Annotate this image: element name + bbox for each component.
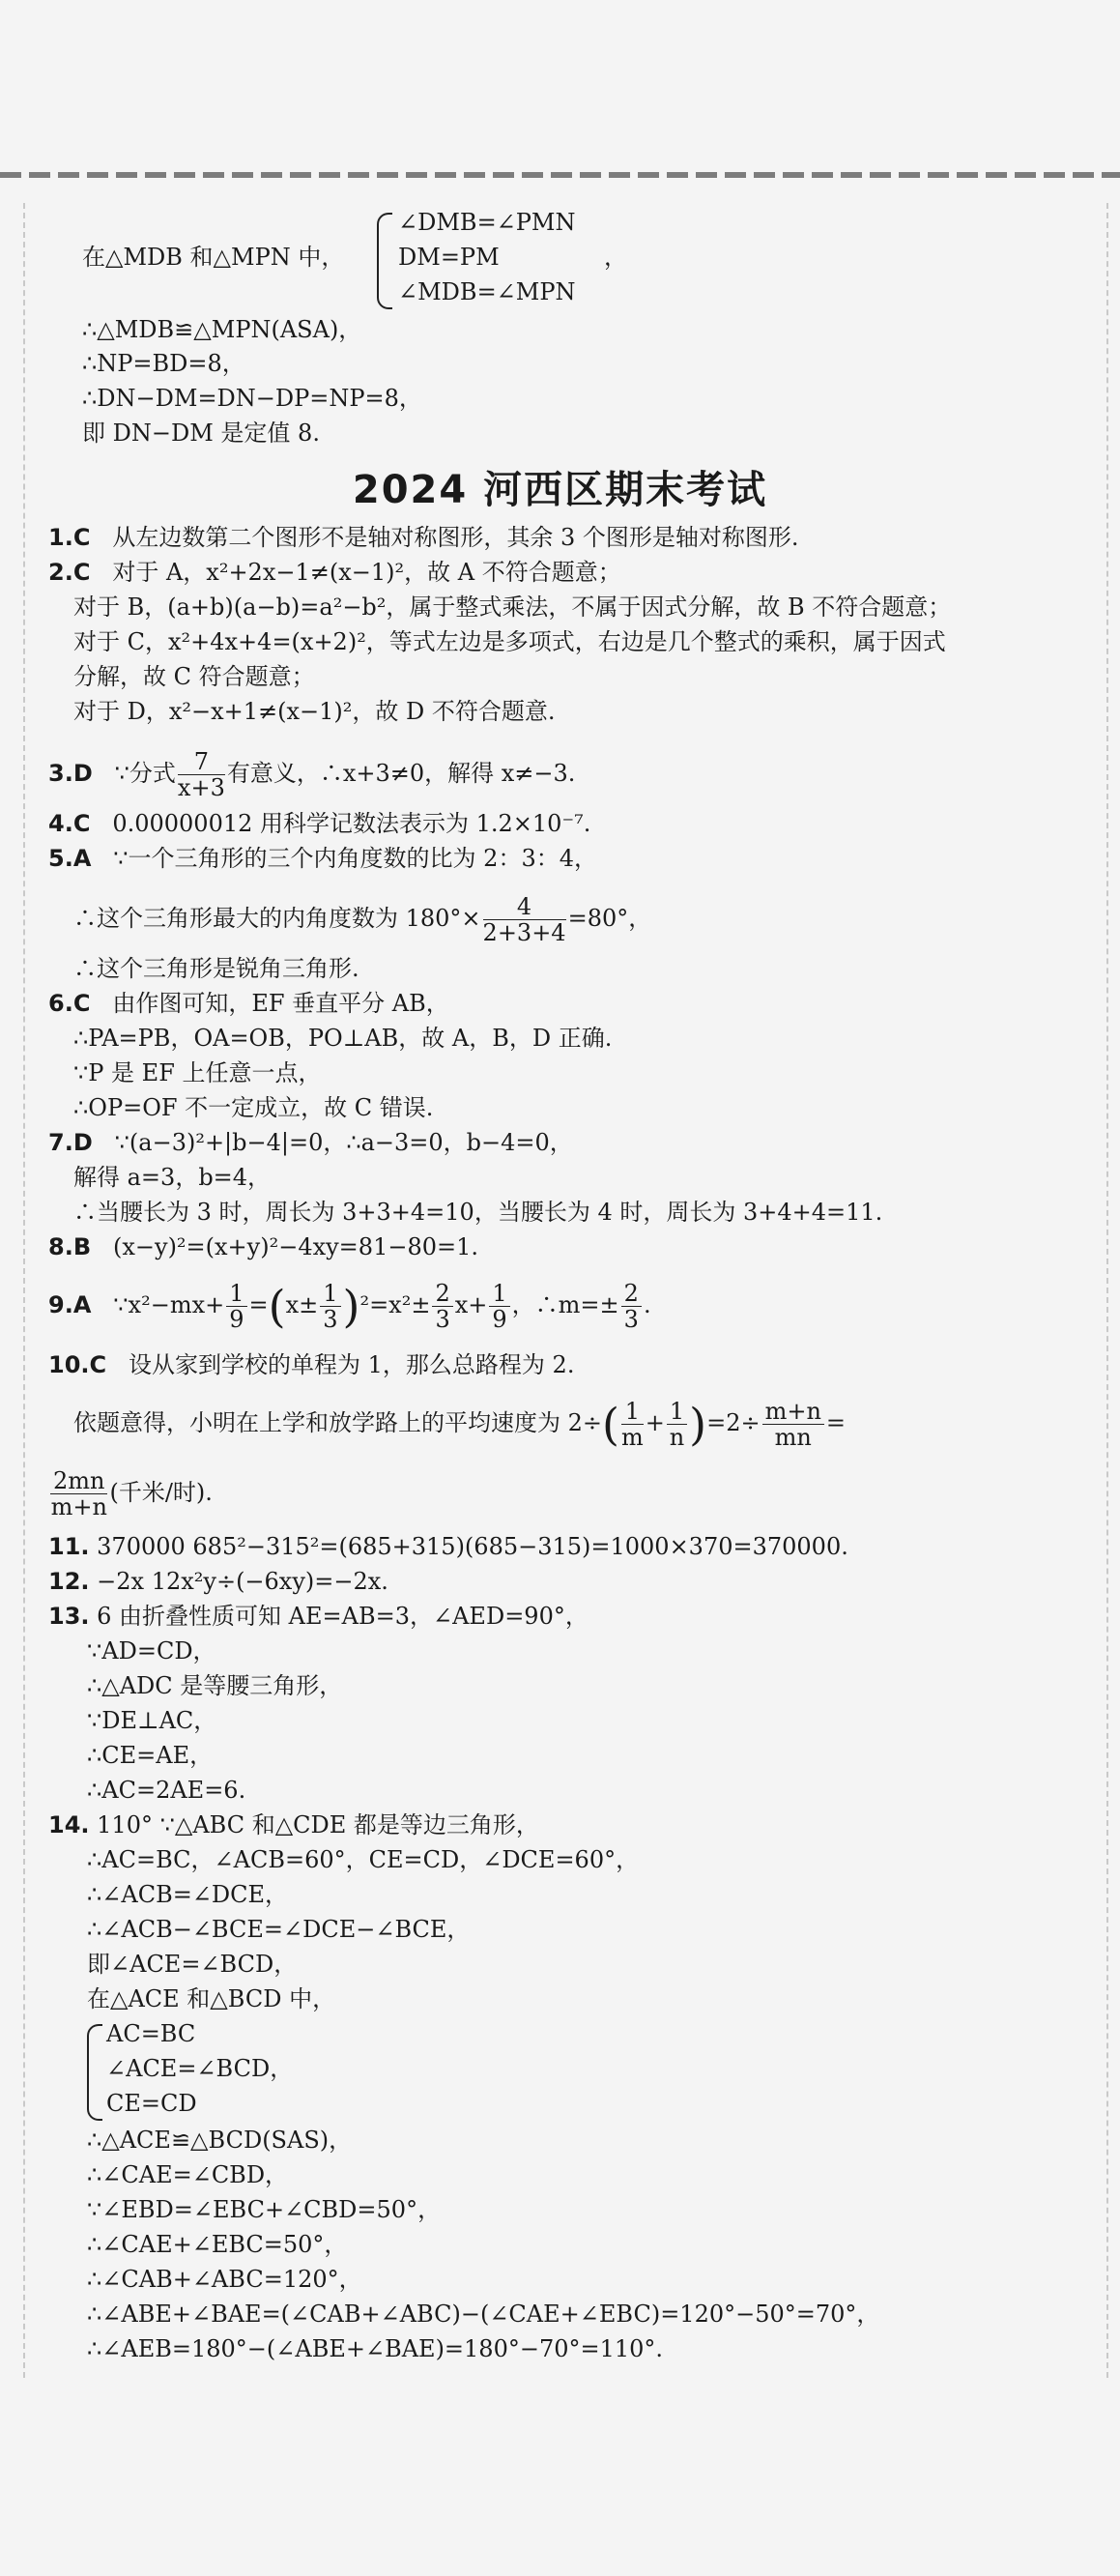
answer-text: ∴∠ABE+∠BAE=(∠CAB+∠ABC)−(∠CAE+∠EBC)=120°−50°=70°， [87,2301,880,2328]
numerator: 7 [178,749,225,775]
denominator: mn [774,1424,812,1451]
proof-line: 即 DN−DM 是定值 8. [82,420,320,447]
answer-text: ∴OP=OF 不一定成立，故 C 错误. [73,1094,434,1121]
left-paren: ( [268,1280,286,1333]
answer-text: 设从家到学校的单程为 1，那么总路程为 2. [129,1351,575,1378]
answer-text: 对于 C，x²+4x+4=(x+2)²，等式左边是多项式，右边是几个整式的乘积，属于因式 [73,628,946,655]
question-number: 5.A [48,845,92,872]
denominator: x+3 [177,774,225,801]
brace-shape [377,213,392,309]
answer-line [48,1465,213,1520]
question-number: 4.C [48,810,91,837]
top-dashed-rule [0,172,1120,178]
fraction [320,1281,340,1332]
answer-line [48,808,590,839]
answer-line [48,746,575,800]
numerator: 2 [432,1281,452,1307]
brace-line: DM=PM [398,244,500,271]
answer-text: ∵分式 [114,760,176,787]
brace-line: ∠ACE=∠BCD， [106,2055,294,2082]
answer-text: = [248,1291,269,1318]
question-number: 8.B [48,1233,92,1260]
answer-text: 即∠ACE=∠BCD， [87,1951,298,1978]
numerator: 1 [320,1281,340,1307]
answer-text: ∴∠AEB=180°−(∠ABE+∠BAE)=180°−70°=110°. [87,2335,664,2362]
answer-line [48,843,597,874]
fraction [178,749,225,800]
right-margin-rule [1106,203,1108,2378]
right-paren: ) [689,1398,707,1451]
answer-line [48,1231,478,1262]
answer-text: 分解，故 C 符合题意； [73,663,315,690]
answer-line [48,522,798,553]
fraction [667,1399,687,1450]
answer-line [48,1566,388,1597]
answer-text: 对于 D，x²−x+1≠(x−1)²，故 D 不符合题意. [73,698,556,725]
answer-text: ∴△ADC 是等腰三角形， [87,1672,343,1699]
answer-line [48,988,449,1019]
answer-text: ∴∠ACB=∠DCE， [87,1881,289,1908]
answer-text: ∴∠ACB−∠BCE=∠DCE−∠BCE， [87,1916,471,1943]
answer-text: ∴这个三角形是锐角三角形. [73,955,359,982]
denominator: 9 [492,1306,507,1333]
answer-text: ∵P 是 EF 上任意一点， [73,1059,322,1086]
fraction [50,1468,107,1520]
denominator: m [620,1424,644,1451]
denominator: 3 [435,1306,450,1333]
proof-line: 在△MDB 和△MPN 中， [82,244,345,271]
denominator: 3 [623,1306,639,1333]
answer-text: . [643,1291,651,1318]
answer-text: 有意义，∴x+3≠0，解得 x≠−3. [226,760,576,787]
answer-line [73,891,651,945]
fraction [621,1399,644,1450]
left-margin-rule [23,203,25,2378]
section-title: 2024 河西区期末考试 [352,468,768,512]
question-number: 14. [48,1811,90,1838]
answer-line [48,1809,539,1840]
answer-text: x+ [454,1291,488,1318]
numerator: 1 [489,1281,509,1307]
answer-text: ∵一个三角形的三个内角度数的比为 2：3：4， [113,845,597,872]
brace-line: CE=CD [106,2090,197,2117]
proof-line: ∴NP=BD=8， [82,350,245,377]
proof-line: ， [604,244,627,271]
answer-text: ，∴m=± [511,1291,619,1318]
answer-text: (千米/时). [109,1479,213,1506]
question-number: 7.D [48,1129,93,1156]
answer-text: −2x 12x²y÷(−6xy)=−2x. [97,1568,388,1595]
answer-text: 由作图可知，EF 垂直平分 AB， [112,990,449,1017]
answer-text: ²=x²± [359,1291,431,1318]
question-number: 9.A [48,1291,92,1318]
numerator: 1 [667,1399,687,1425]
question-number: 10.C [48,1351,107,1378]
answer-text: 6 由折叠性质可知 AE=AB=3，∠AED=90°， [97,1603,589,1630]
answer-text: ∴CE=AE， [87,1742,214,1769]
answer-line [48,1601,589,1632]
numerator: 2 [621,1281,642,1307]
question-number: 1.C [48,524,91,551]
denominator: 2+3+4 [482,919,566,946]
answer-line [48,1127,573,1158]
fraction [489,1281,509,1332]
right-paren: ) [342,1280,360,1333]
answer-text: 对于 B，(a+b)(a−b)=a²−b²，属于整式乘法，不属于因式分解，故 B 不符合题意； [73,593,952,621]
answer-text: =80°， [567,905,652,932]
answer-text: = [825,1409,847,1436]
answer-line [48,1349,574,1380]
answer-text: ∵DE⊥AC， [87,1707,217,1734]
answer-text: ∴当腰长为 3 时，周长为 3+3+4=10，当腰长为 4 时，周长为 3+4+4=11. [73,1199,883,1226]
answer-text: =2÷ [706,1409,761,1436]
proof-line: ∴DN−DM=DN−DP=NP=8， [82,385,422,412]
answer-text: 对于 A，x²+2x−1≠(x−1)²，故 A 不符合题意； [112,559,621,586]
left-paren: ( [602,1398,619,1451]
numerator: 4 [483,894,566,920]
fraction [226,1281,246,1332]
answer-text: ∵x²−mx+ [113,1291,225,1318]
answer-text: 0.00000012 用科学记数法表示为 1.2×10⁻⁷. [112,810,591,837]
denominator: 9 [229,1306,244,1333]
proof-line: ∴△MDB≌△MPN(ASA)， [82,316,362,343]
denominator: m+n [50,1493,107,1520]
answer-text: ∴这个三角形最大的内角度数为 180°× [73,905,481,932]
answer-text: 370000 685²−315²=(685+315)(685−315)=1000×370=370000. [97,1533,848,1560]
brace-line: ∠MDB=∠MPN [398,278,576,305]
fraction [762,1399,824,1450]
answer-text: 在△ACE 和△BCD 中， [87,1985,336,2012]
answer-text: ∴∠CAE=∠CBD， [87,2161,289,2188]
denominator: 3 [323,1306,338,1333]
answer-text: 依题意得，小明在上学和放学路上的平均速度为 2÷ [73,1409,603,1436]
answer-text: ∴∠CAE+∠EBC=50°， [87,2231,348,2258]
question-number: 3.D [48,760,93,787]
answer-line: 依题意得，小明在上学和放学路上的平均速度为 2÷( $\frac{1}{m}$ + $\frac{1}{n}$ )=2÷ $\frac{m+n}{mn}$ = [73,1398,847,1451]
question-number: 12. [48,1568,90,1595]
brace-line: ∠DMB=∠PMN [398,209,576,236]
answer-line [48,557,621,588]
brace-shape [87,2024,102,2121]
answer-line [48,1531,848,1562]
numerator: 1 [226,1281,246,1307]
answer-line [48,1276,651,1336]
answer-text: 从左边数第二个图形不是轴对称图形，其余 3 个图形是轴对称图形. [112,524,799,551]
numerator: 1 [621,1399,644,1425]
question-number: 13. [48,1603,90,1630]
answer-text: ∴AC=BC，∠ACB=60°，CE=CD，∠DCE=60°， [87,1846,640,1873]
answer-text: ∴AC=2AE=6. [87,1777,246,1804]
brace-line: AC=BC [106,2020,196,2047]
answer-text: (x−y)²=(x+y)²−4xy=81−80=1. [113,1233,478,1260]
fraction [621,1281,642,1332]
answer-text: x± [285,1291,319,1318]
fraction [483,894,566,945]
numerator: m+n [762,1399,824,1425]
denominator: n [669,1424,685,1451]
fraction [432,1281,452,1332]
numerator: 2mn [50,1468,107,1494]
answer-text: ∴△ACE≌△BCD(SAS)， [87,2127,353,2154]
question-number: 11. [48,1533,90,1560]
answer-text: ∴PA=PB，OA=OB，PO⊥AB，故 A，B，D 正确. [73,1025,613,1052]
answer-text: 解得 a=3，b=4， [73,1164,272,1191]
answer-text: ∵(a−3)²+|b−4|=0，∴a−3=0，b−4=0， [114,1129,573,1156]
answer-text: ∵AD=CD， [87,1637,216,1664]
question-number: 2.C [48,559,91,586]
answer-text: 110° ∵△ABC 和△CDE 都是等边三角形， [97,1811,539,1838]
answer-text: ∴∠CAB+∠ABC=120°， [87,2266,362,2293]
question-number: 6.C [48,990,91,1017]
answer-text: ∵∠EBD=∠EBC+∠CBD=50°， [87,2196,442,2223]
